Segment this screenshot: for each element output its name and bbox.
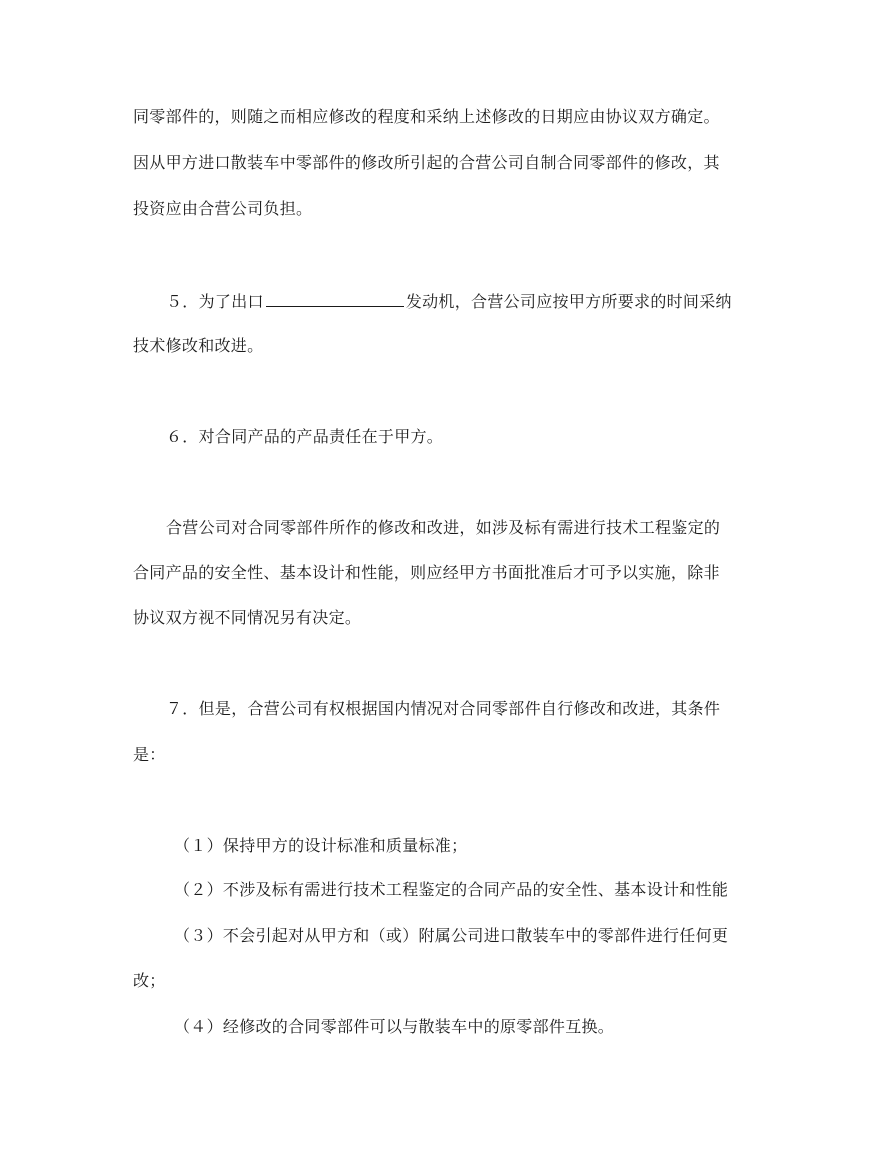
- paragraph-line: 技术修改和改进。: [133, 336, 264, 355]
- paragraph-line: 投资应由合营公司负担。: [133, 199, 313, 218]
- paragraph-line: 因从甲方进口散装车中零部件的修改所引起的合营公司自制合同零部件的修改，其: [133, 153, 720, 172]
- paragraph-line: 合同产品的安全性、基本设计和性能，则应经甲方书面批准后才可予以实施，除非: [133, 563, 720, 582]
- condition-item: （３）不会引起对从甲方和（或）附属公司进口散装车中的零部件进行任何更: [174, 926, 729, 945]
- clause-5-text-before: ５．为了出口: [166, 292, 264, 311]
- paragraph-line: 同零部件的，则随之而相应修改的程度和采纳上述修改的日期应由协议双方确定。: [133, 107, 720, 126]
- condition-item: （４）经修改的合同零部件可以与散装车中的原零部件互换。: [174, 1017, 615, 1036]
- condition-item: （２）不涉及标有需进行技术工程鉴定的合同产品的安全性、基本设计和性能: [174, 880, 729, 899]
- paragraph-line: 协议双方视不同情况另有决定。: [133, 608, 362, 627]
- condition-item-continued: 改；: [133, 971, 166, 990]
- clause-6-line: ６．对合同产品的产品责任在于甲方。: [166, 427, 444, 446]
- condition-item: （１）保持甲方的设计标准和质量标准；: [174, 836, 468, 855]
- fill-in-blank: [266, 290, 404, 307]
- paragraph-line: 合营公司对合同零部件所作的修改和改进，如涉及标有需进行技术工程鉴定的: [166, 518, 721, 537]
- clause-5-line: [166, 290, 732, 312]
- clause-7-line: ７．但是，合营公司有权根据国内情况对合同零部件自行修改和改进，其条件: [166, 699, 721, 718]
- paragraph-line: 是：: [133, 745, 166, 764]
- clause-5-text-after: 发动机，合营公司应按甲方所要求的时间采纳: [405, 292, 732, 311]
